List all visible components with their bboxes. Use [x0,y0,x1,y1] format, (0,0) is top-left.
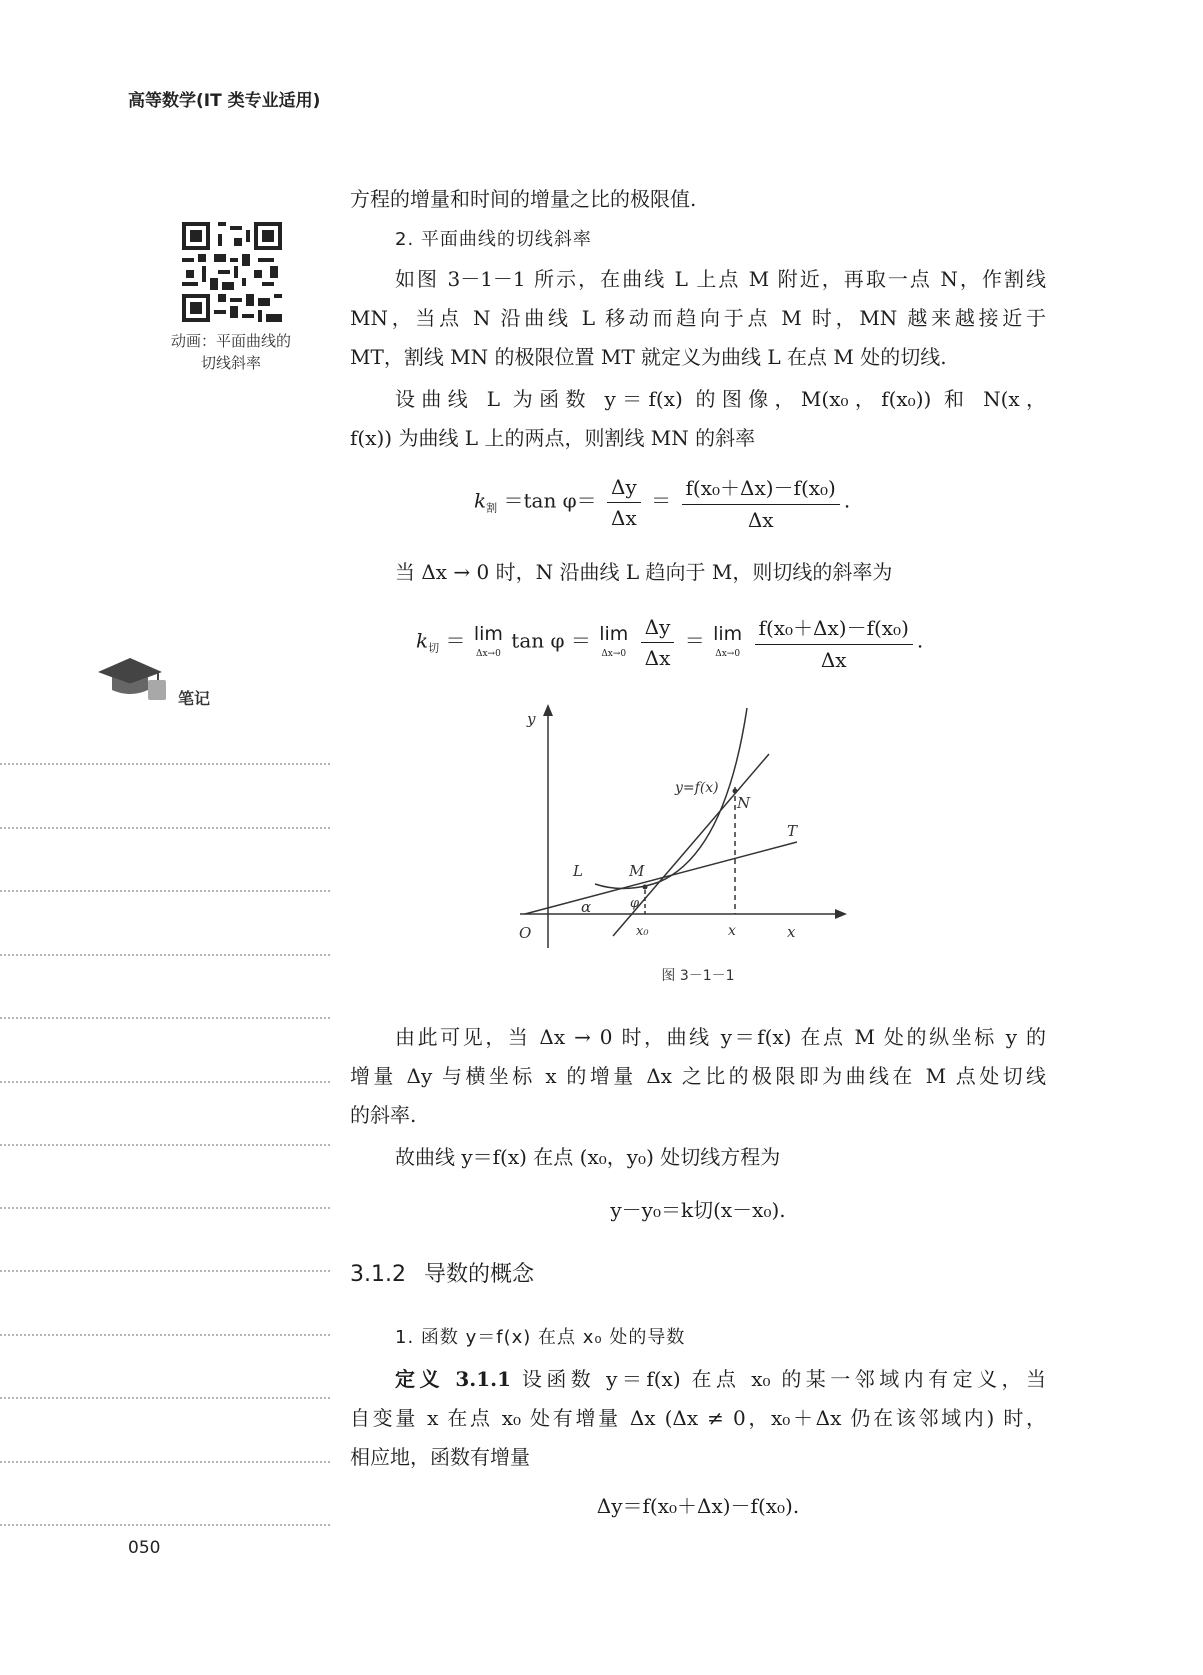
fraction-numerator: f(x₀＋Δx)－f(x₀) [682,472,840,505]
body-line: 故曲线 y＝f(x) 在点 (x₀，y₀) 处切线方程为 [395,1145,781,1169]
fraction-numerator: Δy [641,615,675,643]
note-line [0,1207,330,1209]
curve-l-label: L [573,862,583,880]
note-line [0,890,330,892]
subheading-derivative: 1. 函数 y＝f(x) 在点 x₀ 处的导数 [395,1327,686,1348]
qr-caption-line-1: 动画：平面曲线的 [170,332,291,350]
section-number: 3.1.2 [350,1262,406,1287]
qr-code-icon[interactable] [182,222,282,322]
limit-under: Δx→0 [475,649,501,659]
fraction [682,472,840,532]
fraction-denominator: Δx [820,648,847,672]
page-number: 050 [128,1538,161,1558]
line-t-label: T [787,822,798,840]
note-line [0,1334,330,1336]
x-label: x [728,923,736,939]
body-line: 自变量 x 在点 x₀ 处有增量 Δx (Δx ≠ 0，x₀＋Δx 仍在该邻域内) 时， [350,1406,1046,1430]
fraction-denominator: Δx [644,645,671,670]
tangent-figure [519,708,845,953]
tangent-slope-formula [416,612,923,672]
subheading-tangent-slope: 2. 平面曲线的切线斜率 [395,229,592,250]
body-line: 的斜率. [350,1103,417,1127]
note-line [0,1270,330,1272]
point-n-label: N [737,794,751,812]
increment-equation: Δy＝f(x₀＋Δx)－f(x₀). [596,1494,800,1518]
formula-text: ＝tan φ＝ [503,488,597,513]
tangent-line-equation: y－y₀＝k切(x－x₀). [610,1198,786,1222]
tangent-line-mt [525,842,797,914]
k-symbol: k [474,488,487,513]
body-line: 如图 3－1－1 所示，在曲线 L 上点 M 附近，再取一点 N，作割线 [395,267,1046,291]
fraction [755,612,913,672]
fraction-numerator: Δy [607,475,641,503]
equals-sign: ＝ [570,628,591,653]
y-axis-arrow [543,704,553,716]
body-line: 设曲线 L 为函数 y＝f(x) 的图像，M(x₀，f(x₀)) 和 N(x， [395,387,1046,411]
fraction-numerator: f(x₀＋Δx)－f(x₀) [755,612,913,645]
limit [599,625,628,659]
section-title: 导数的概念 [423,1262,534,1287]
note-line [0,1397,330,1399]
point-n [733,789,738,794]
fraction [641,615,675,670]
point-m-label: M [629,862,645,880]
limit-under: Δx→0 [715,649,741,659]
section-heading [350,1257,534,1288]
note-line [0,1524,330,1526]
fraction-denominator: Δx [611,505,637,530]
body-line: 方程的增量和时间的增量之比的极限值. [350,187,697,211]
equals-sign: ＝ [651,488,672,513]
qr-caption-line-2: 切线斜率 [200,354,261,372]
note-line [0,1017,330,1019]
x0-label: x₀ [636,924,649,939]
definition-label: 定义 3.1.1 [395,1367,512,1391]
definition-line [395,1363,1046,1392]
phi-label: φ [630,896,640,911]
formula-text: tan φ [511,628,565,653]
origin-label: O [519,924,532,942]
body-line: 由此可见，当 Δx → 0 时，曲线 y＝f(x) 在点 M 处的纵坐标 y 的 [395,1025,1046,1049]
limit-word: lim [473,623,503,645]
limit-word: lim [713,623,743,645]
equals-sign: ＝ [445,628,466,653]
secant-slope-formula [474,472,850,532]
running-header: 高等数学(IT 类专业适用) [128,91,321,111]
limit-under: Δx→0 [601,649,627,659]
point-m [643,885,648,890]
qr-caption [140,330,322,374]
k-subscript: 切 [428,641,440,655]
x-axis-arrow [835,909,847,919]
figure-caption: 图 3－1－1 [661,968,735,984]
note-line [0,1144,330,1146]
k-subscript: 割 [486,501,498,515]
limit-word: lim [599,623,629,645]
k-symbol: k [416,628,429,653]
period: . [843,488,851,513]
body-line: f(x)) 为曲线 L 上的两点，则割线 MN 的斜率 [350,426,756,450]
alpha-label: α [581,898,592,916]
fraction-denominator: Δx [747,508,774,532]
limit [474,625,503,659]
body-line: 当 Δx → 0 时，N 沿曲线 L 趋向于 M，则切线的斜率为 [395,560,893,584]
equals-sign: ＝ [684,628,705,653]
y-axis-label: y [527,710,536,728]
note-line [0,954,330,956]
body-line: MN，当点 N 沿曲线 L 移动而趋向于点 M 时，MN 越来越接近于 [350,306,1046,330]
note-line [0,763,330,765]
note-line [0,827,330,829]
note-line [0,1081,330,1083]
definition-text: 设函数 y＝f(x) 在点 x₀ 的某一邻域内有定义，当 [521,1367,1047,1391]
note-line [0,1461,330,1463]
body-line: 相应地，函数有增量 [350,1445,530,1469]
x-axis-label: x [787,923,796,941]
notes-label: 笔记 [178,689,211,708]
period: . [916,628,924,653]
fraction [607,475,641,530]
curve-label: y=f(x) [675,780,719,796]
body-line: MT，割线 MN 的极限位置 MT 就定义为曲线 L 在点 M 处的切线. [350,345,947,369]
body-line: 增量 Δy 与横坐标 x 的增量 Δx 之比的极限即为曲线在 M 点处切线 [350,1064,1046,1088]
limit [713,625,742,659]
